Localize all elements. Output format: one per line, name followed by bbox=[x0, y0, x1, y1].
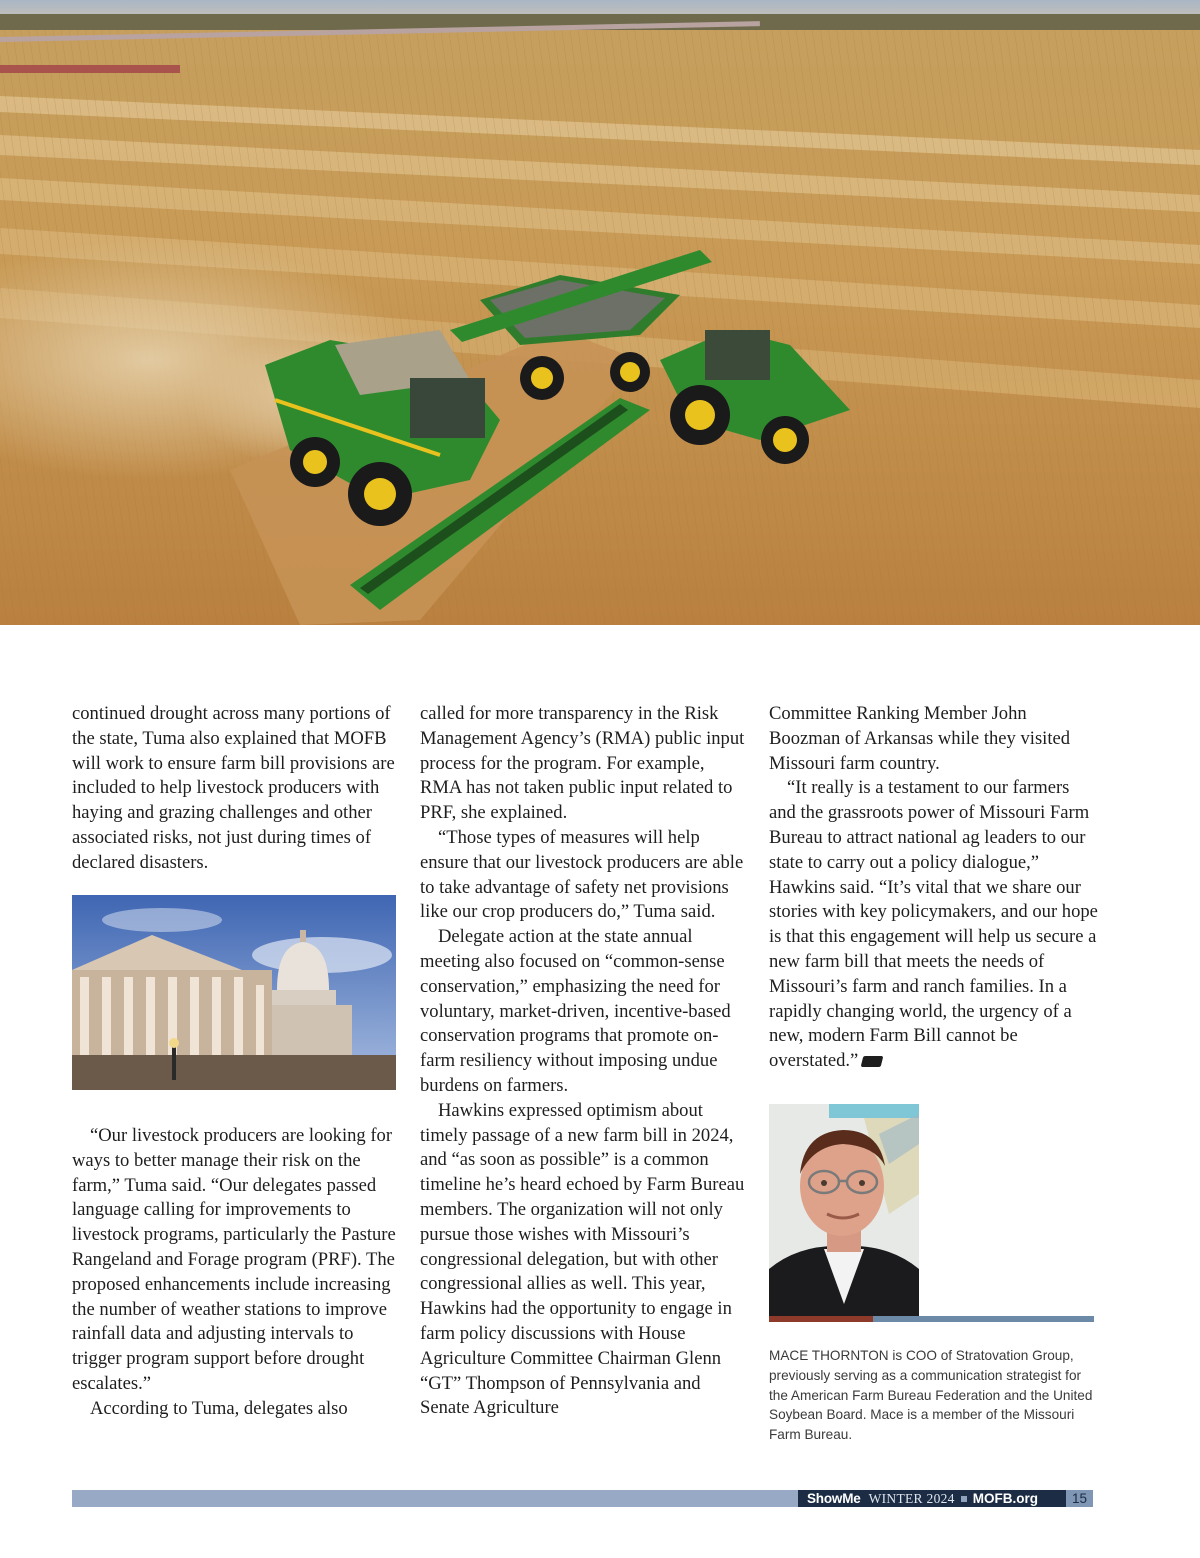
capitol-building-photo bbox=[72, 895, 396, 1090]
column-2 bbox=[420, 702, 750, 1421]
column-3 bbox=[769, 702, 1099, 1074]
author-rule-red bbox=[769, 1316, 873, 1322]
column-1 bbox=[72, 702, 400, 876]
column2-paragraph-3: Delegate action at the state annual meeting also focused on “common-sense conservation,” emphasizing the need for voluntary, market-driven, incentive-based conservation programs that promote on-farm resiliency without imposing undue burdens on farmers. bbox=[420, 926, 731, 1096]
capitol-illustration bbox=[72, 895, 396, 1090]
column2-paragraph-2: “Those types of measures will help ensure that our livestock producers are able to take advantage of safety net provisions like our crop producers do,” Tuma said. bbox=[420, 826, 744, 923]
issue-date: WINTER 2024 bbox=[868, 1490, 955, 1506]
farm-bureau-logo-icon bbox=[861, 1056, 884, 1067]
combine-harvest-illustration bbox=[0, 0, 1200, 625]
footer-label bbox=[798, 1490, 1066, 1507]
author-rule-blue bbox=[873, 1316, 1094, 1322]
footer-bar bbox=[72, 1490, 798, 1507]
column1-paragraph-3: According to Tuma, delegates also bbox=[90, 1397, 348, 1419]
website-link[interactable]: MOFB.org bbox=[972, 1491, 1038, 1506]
column3-paragraph-2-text: “It really is a testament to our farmers and the grassroots power of Missouri Farm Bureau to attract national ag leaders to our state to carry out a policy dialogue,” Hawkins said. “It’s vital that we share our stories with key policymakers, and our hope is that this engagement will help us secure a new farm bill that meets the needs of Missouri’s farm and ranch families. In a rapidly changing world, the urgency of a new, modern Farm Bill cannot be overstated.” bbox=[769, 777, 1098, 1072]
magazine-brand: ShowMe bbox=[807, 1491, 861, 1506]
column1-paragraph-2: “Our livestock producers are looking for ways to better manage their risk on the farm,” Tuma said. “Our delegates passed language calling for improvements to livestock programs, particularly the Pasture Rangeland and Forage program (PRF). The proposed enhancements include increasing the number of weather stations to improve rainfall data and adjusting intervals to trigger program support before drought escalates.” bbox=[72, 1125, 396, 1394]
hero-photo-harvest bbox=[0, 0, 1200, 625]
column3-paragraph-1: Committee Ranking Member John Boozman of Arkansas while they visited Missouri farm country. bbox=[769, 703, 1071, 774]
author-portrait-illustration bbox=[769, 1104, 919, 1316]
column2-paragraph-1: called for more transparency in the Risk Management Agency’s (RMA) public input process for the program. For example, RMA has not taken public input related to PRF, she explained. bbox=[420, 703, 745, 824]
column3-paragraph-2 bbox=[769, 776, 1099, 1074]
separator-square-icon bbox=[961, 1496, 967, 1502]
column1-paragraph-1: continued drought across many portions of the state, Tuma also explained that MOFB will work to ensure farm bill provisions are included to help livestock producers with haying and grazing challenges and other associated risks, not just during times of declared disasters. bbox=[72, 703, 395, 873]
page-number: 15 bbox=[1066, 1490, 1093, 1507]
column2-paragraph-4: Hawkins expressed optimism about timely passage of a new farm bill in 2024, and “as soon as possible” is a common timeline he’s heard echoed by Farm Bureau members. The organization will not only pursue those wishes with Missouri’s congressional delegation, but with other congressional allies as well. This year, Hawkins had the opportunity to engage in farm policy discussions with House Agriculture Committee Chairman Glenn “GT” Thompson of Pennsylvania and Senate Agriculture bbox=[420, 1099, 745, 1419]
column-1-continued bbox=[72, 1124, 400, 1422]
author-bio: MACE THORNTON is COO of Stratovation Group, previously serving as a communication strategist for the American Farm Bureau Federation and the United Soybean Board. Mace is a member of the Missouri Farm Bureau. bbox=[769, 1348, 1093, 1443]
author-headshot bbox=[769, 1104, 919, 1316]
